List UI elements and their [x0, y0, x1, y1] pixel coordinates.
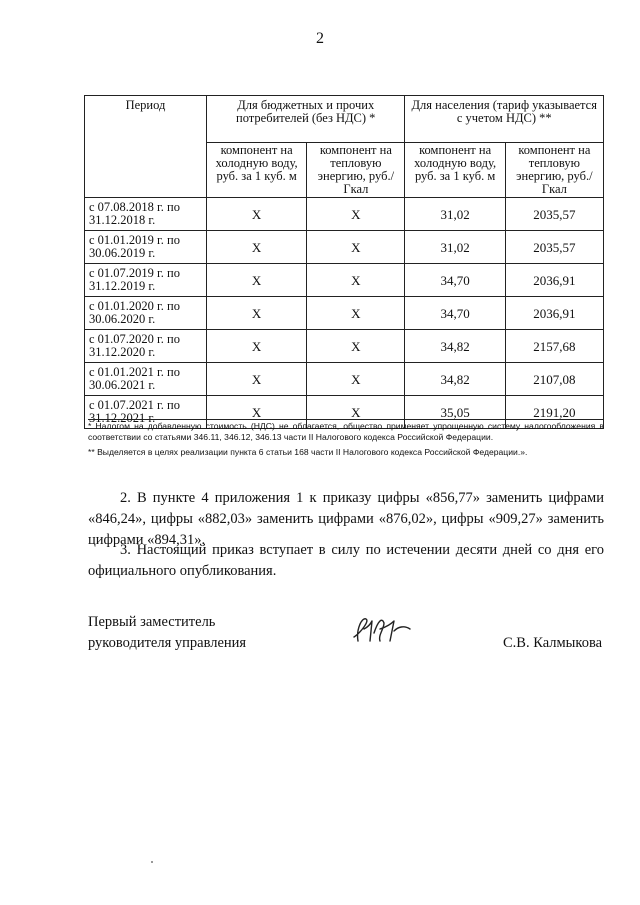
cell-period: с 01.07.2019 г. по 31.12.2019 г.: [85, 264, 207, 297]
header-budget-group: Для бюджетных и прочих потребителей (без НДС) *: [207, 96, 405, 143]
table-row: [85, 231, 604, 264]
handwritten-signature-icon: [350, 611, 420, 651]
cell-population-heat: 2036,91: [505, 264, 603, 297]
cell-population-heat: 2191,20: [505, 396, 603, 429]
cell-period: с 07.08.2018 г. по 31.12.2018 г.: [85, 198, 207, 231]
table-row: [85, 297, 604, 330]
table-row: [85, 330, 604, 363]
cell-period: с 01.01.2020 г. по 30.06.2020 г.: [85, 297, 207, 330]
cell-population-heat: 2036,91: [505, 297, 603, 330]
table-row: [85, 264, 604, 297]
footnote-vat-allocated: ** Выделяется в целях реализации пункта 6 статьи 168 части II Налогового кодекса Российской Федерации.».: [88, 447, 528, 457]
cell-population-water: 34,82: [405, 330, 505, 363]
cell-budget-heat: Х: [307, 264, 405, 297]
cell-budget-heat: Х: [307, 231, 405, 264]
paragraph-item-3: 3. Настоящий приказ вступает в силу по истечении десяти дней со дня его официального опубликования.: [88, 542, 604, 579]
header-population-group: Для населения (тариф указывается с учетом НДС) **: [405, 96, 604, 143]
cell-budget-water: Х: [207, 231, 307, 264]
paragraph-item-2: 2. В пункте 4 приложения 1 к приказу цифры «856,77» заменить цифрами «846,24», цифры «882,03» заменить цифрами «876,02», цифры «909,27» заменить цифрами «894,31».: [88, 490, 604, 548]
footnote-divider: [88, 419, 604, 420]
cell-population-water: 34,70: [405, 264, 505, 297]
signatory-title: [88, 612, 246, 654]
cell-population-heat: 2035,57: [505, 231, 603, 264]
header-budget-water: компонент на холодную воду, руб. за 1 куб. м: [207, 143, 307, 198]
header-population-water: компонент на холодную воду, руб. за 1 куб. м: [405, 143, 505, 198]
footnote-vat-exempt: * Налогом на добавленную стоимость (НДС) не облагается, общество применяет упрощенную систему налогообложения в соответствии со статьями 346.11, 346.12, 346.13 части II Налогового кодекса Российской Федерации.: [88, 421, 604, 442]
cell-period: с 01.07.2020 г. по 31.12.2020 г.: [85, 330, 207, 363]
cell-population-heat: 2157,68: [505, 330, 603, 363]
cell-budget-heat: Х: [307, 198, 405, 231]
cell-budget-heat: Х: [307, 396, 405, 429]
header-population-heat: компонент на тепловую энергию, руб./Гкал: [505, 143, 603, 198]
cell-population-heat: 2107,08: [505, 363, 603, 396]
header-period: Период: [85, 96, 207, 198]
table-row: [85, 198, 604, 231]
cell-population-heat: 2035,57: [505, 198, 603, 231]
cell-period: с 01.01.2021 г. по 30.06.2021 г.: [85, 363, 207, 396]
cell-population-water: 31,02: [405, 231, 505, 264]
cell-population-water: 34,82: [405, 363, 505, 396]
cell-budget-water: Х: [207, 396, 307, 429]
cell-budget-water: Х: [207, 330, 307, 363]
cell-budget-water: Х: [207, 264, 307, 297]
cell-period: с 01.01.2019 г. по 30.06.2019 г.: [85, 231, 207, 264]
cell-budget-water: Х: [207, 297, 307, 330]
header-budget-heat: компонент на тепловую энергию, руб./Гкал: [307, 143, 405, 198]
table-header-row: [85, 96, 604, 143]
cell-budget-heat: Х: [307, 330, 405, 363]
signatory-title-line-2: руководителя управления: [88, 635, 247, 651]
cell-population-water: 34,70: [405, 297, 505, 330]
signatory-name: С.В. Калмыкова: [503, 635, 603, 651]
table-row: [85, 363, 604, 396]
cell-population-water: 31,02: [405, 198, 505, 231]
footnotes: [88, 421, 604, 462]
tariff-table: [84, 95, 604, 429]
scan-speck: [151, 861, 153, 863]
page-number: 2: [316, 30, 324, 47]
cell-budget-water: Х: [207, 198, 307, 231]
cell-budget-heat: Х: [307, 297, 405, 330]
signatory-title-line-1: Первый заместитель: [88, 614, 216, 630]
cell-budget-water: Х: [207, 363, 307, 396]
cell-period: с 01.07.2021 г. по 31.12.2021 г.: [85, 396, 207, 429]
cell-population-water: 35,05: [405, 396, 505, 429]
cell-budget-heat: Х: [307, 363, 405, 396]
